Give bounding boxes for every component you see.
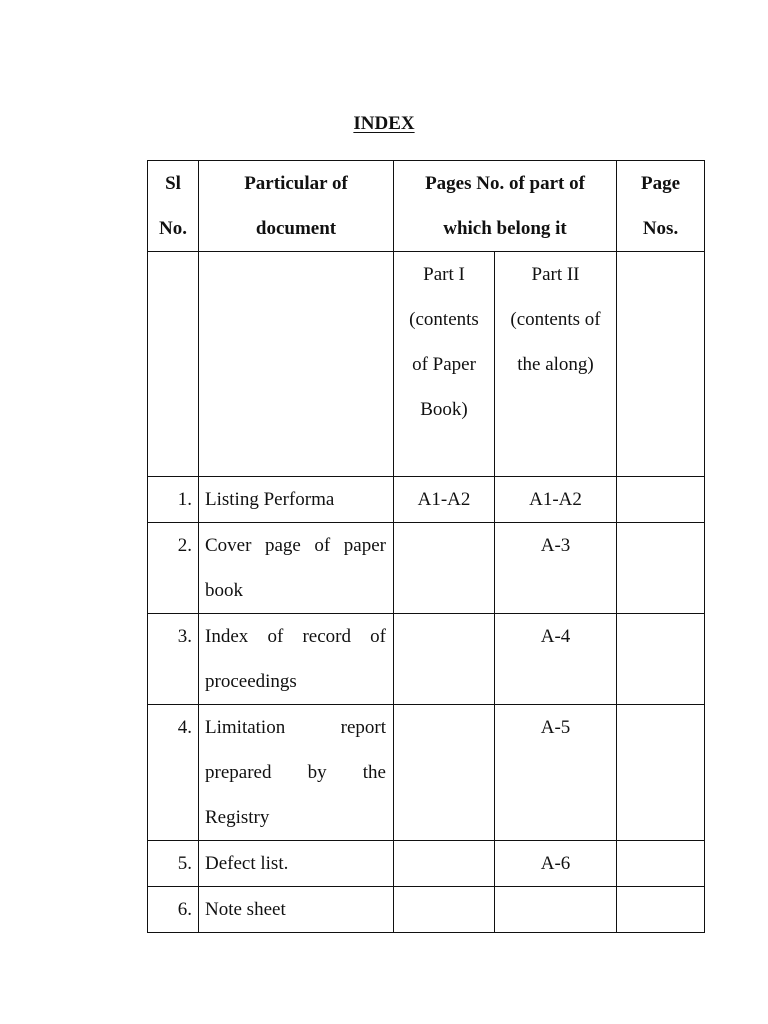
row-document-line bbox=[205, 750, 386, 795]
header-particular bbox=[199, 161, 394, 252]
word: prepared bbox=[205, 762, 272, 783]
header-row bbox=[148, 161, 705, 252]
subheader-part-1-line-4: Book) bbox=[420, 399, 468, 420]
row-document bbox=[199, 887, 394, 933]
row-document-line: Defect list. bbox=[205, 853, 289, 874]
row-sl-no: 5. bbox=[148, 841, 199, 887]
header-particular-line-2: document bbox=[255, 218, 337, 239]
row-part-2: A-6 bbox=[495, 841, 617, 887]
row-document bbox=[199, 841, 394, 887]
word: by bbox=[307, 762, 327, 783]
table-row bbox=[148, 705, 705, 841]
word: of bbox=[370, 626, 386, 647]
row-part-1 bbox=[394, 523, 495, 614]
header-page-nos-line-1: Page bbox=[640, 173, 681, 194]
subheader-part-2 bbox=[495, 252, 617, 477]
subheader-empty-sl bbox=[148, 252, 199, 477]
subheader-empty-doc bbox=[199, 252, 394, 477]
subheader-part-1-line-3: of Paper bbox=[412, 354, 476, 375]
word: report bbox=[340, 717, 386, 738]
table-row bbox=[148, 887, 705, 933]
header-pages-part-line-2: which belong it bbox=[443, 218, 567, 239]
row-document-line: book bbox=[205, 580, 243, 601]
word: of bbox=[267, 626, 284, 647]
header-particular-line-1: Particular of bbox=[244, 173, 348, 194]
row-page-nos bbox=[617, 887, 705, 933]
header-page-nos bbox=[617, 161, 705, 252]
row-sl-no: 6. bbox=[148, 887, 199, 933]
header-pages-part bbox=[394, 161, 617, 252]
row-sl-no: 2. bbox=[148, 523, 199, 614]
row-sl-no: 1. bbox=[148, 477, 199, 523]
subheader-part-1-line-1: Part I bbox=[423, 264, 465, 285]
row-part-2: A1-A2 bbox=[495, 477, 617, 523]
row-document-line: Note sheet bbox=[205, 899, 286, 920]
row-part-1 bbox=[394, 841, 495, 887]
row-document-line: Listing Performa bbox=[205, 489, 335, 510]
subheader-part-2-line-3: the along) bbox=[517, 354, 594, 375]
row-part-1: A1-A2 bbox=[394, 477, 495, 523]
table-row bbox=[148, 523, 705, 614]
subheader-part-1-line-2: (contents bbox=[409, 309, 479, 330]
header-sl-line-1: Sl bbox=[165, 173, 181, 194]
subheader-part-2-line-2: (contents of bbox=[510, 309, 601, 330]
row-document-line bbox=[205, 523, 386, 568]
subheader-part-1 bbox=[394, 252, 495, 477]
table-row bbox=[148, 614, 705, 705]
row-page-nos bbox=[617, 614, 705, 705]
row-document bbox=[199, 614, 394, 705]
row-document bbox=[199, 705, 394, 841]
header-sl-no bbox=[148, 161, 199, 252]
row-part-2 bbox=[495, 887, 617, 933]
subheader-part-2-line-1: Part II bbox=[531, 264, 580, 285]
word: Cover bbox=[205, 535, 252, 556]
page-title: INDEX bbox=[353, 113, 415, 134]
row-document bbox=[199, 477, 394, 523]
row-document-line: proceedings bbox=[205, 671, 297, 692]
row-page-nos bbox=[617, 477, 705, 523]
row-part-1 bbox=[394, 705, 495, 841]
row-sl-no: 3. bbox=[148, 614, 199, 705]
header-page-nos-line-2: Nos. bbox=[642, 218, 679, 239]
index-table bbox=[147, 160, 705, 933]
header-sl-line-2: No. bbox=[159, 218, 187, 239]
row-part-2: A-3 bbox=[495, 523, 617, 614]
word: page bbox=[264, 535, 301, 556]
table-row bbox=[148, 841, 705, 887]
row-document-line bbox=[205, 614, 386, 659]
word: paper bbox=[343, 535, 386, 556]
subheader-empty-page bbox=[617, 252, 705, 477]
row-page-nos bbox=[617, 841, 705, 887]
subheader-row bbox=[148, 252, 705, 477]
row-part-2: A-4 bbox=[495, 614, 617, 705]
row-sl-no: 4. bbox=[148, 705, 199, 841]
header-pages-part-line-1: Pages No. of part of bbox=[425, 173, 585, 194]
row-document-line: Registry bbox=[205, 807, 270, 828]
row-page-nos bbox=[617, 523, 705, 614]
word: the bbox=[362, 762, 386, 783]
word: Limitation bbox=[205, 717, 286, 738]
row-page-nos bbox=[617, 705, 705, 841]
row-document bbox=[199, 523, 394, 614]
row-part-2: A-5 bbox=[495, 705, 617, 841]
word: of bbox=[314, 535, 331, 556]
row-document-line bbox=[205, 705, 386, 750]
table-row bbox=[148, 477, 705, 523]
row-part-1 bbox=[394, 887, 495, 933]
word: Index bbox=[205, 626, 249, 647]
row-part-1 bbox=[394, 614, 495, 705]
word: record bbox=[302, 626, 351, 647]
